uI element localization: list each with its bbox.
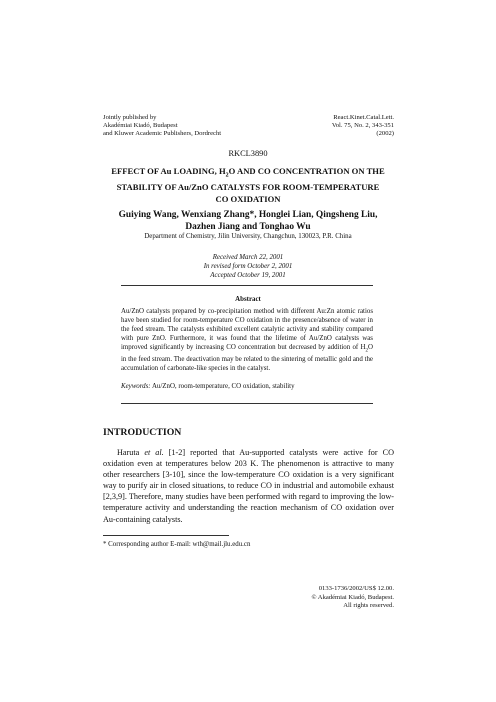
publisher-line: Akadémiai Kiadó, Budapest: [103, 122, 178, 129]
authors-line-2: Dazhen Jiang and Tonghao Wu: [185, 222, 311, 232]
paper-title: [60, 166, 436, 205]
rights-line: All rights reserved.: [343, 602, 394, 610]
title-line-3: CO OXIDATION: [215, 193, 281, 204]
copyright-notice: [276, 585, 394, 611]
title-line-2: STABILITY OF Au/ZnO CATALYSTS FOR ROOM-TEMPERATURE: [116, 182, 380, 193]
journal-citation: [300, 114, 394, 138]
journal-line: (2002): [376, 130, 394, 137]
journal-line: Vol. 75, No. 2, 343-351: [331, 122, 394, 129]
article-code: RKCL3890: [228, 149, 268, 158]
abstract-text: Au/ZnO catalysts prepared by co-precipitation method with different Au:Zn atomic ratios have been studied for room-temperature CO oxidation in the presence/absence of water in the feed stream. The catalysts exhibited excellent catalytic activity and stability compared with pure ZnO. Furthermore, it was found that the lifetime of Au/ZnO catalysts was improved significantly by increasing CO concentration but decreased by addition of $H_2O$ in the feed stream. The deactivation may be related to the sintering of metallic gold and the accumulation of carbonate-like species in the catalyst.: [121, 308, 373, 373]
publisher-line: Jointly published by: [103, 114, 157, 121]
submission-dates: [0, 253, 496, 280]
footnote-rule: [103, 535, 229, 536]
date-accepted: Accepted October 19, 2001: [210, 272, 286, 279]
keywords-label: Keywords:: [121, 383, 151, 390]
date-received: Received March 22, 2001: [212, 254, 284, 261]
journal-line: React.Kinet.Catal.Lett.: [333, 114, 394, 121]
publisher-header: [103, 114, 221, 138]
author-list: [60, 209, 436, 233]
introduction-text: Haruta et al. [1-2] reported that Au-supported catalysts were active for CO oxidation even at temperatures below 203 K. The phenomenon is attractive to many other researchers [3-10], since the low-temperature CO oxidation is a very significant way to purify air in closed situations, to reduce CO in industrial and automobile exhaust [2,3,9]. Therefore, many studies have been performed with regard to improving the low-temperature activity and understanding the reaction mechanism of CO oxidation over Au-containing catalysts.: [103, 448, 394, 524]
abstract-heading: Abstract: [235, 296, 261, 303]
affiliation: Department of Chemistry, Jilin University, Changchun, 130023, P.R. China: [144, 233, 352, 240]
keywords: [121, 383, 381, 390]
keywords-text: Au/ZnO, room-temperature, CO oxidation, stability: [151, 383, 295, 390]
issn-price: 0133-1736/2002/US$ 12.00.: [318, 585, 394, 592]
abstract-bottom-rule: [121, 403, 373, 404]
section-heading-introduction: INTRODUCTION: [103, 427, 182, 438]
title-line-1: EFFECT OF Au LOADING, $H_2O$ AND CO CONCENTRATION ON THE: [111, 166, 385, 179]
authors-line-1: Guiying Wang, Wenxiang Zhang*, Honglei Lian, Qingsheng Liu,: [118, 210, 378, 220]
date-revised: In revised form October 2, 2001: [203, 263, 293, 270]
publisher-line: and Kluwer Academic Publishers, Dordrecht: [103, 130, 222, 137]
corresponding-author-footnote: * Corresponding author E-mail: wth@mail.jlu.edu.cn: [103, 541, 251, 548]
abstract-top-rule: [121, 285, 373, 286]
copyright-line: © Akadémiai Kiadó, Budapest.: [311, 593, 394, 601]
